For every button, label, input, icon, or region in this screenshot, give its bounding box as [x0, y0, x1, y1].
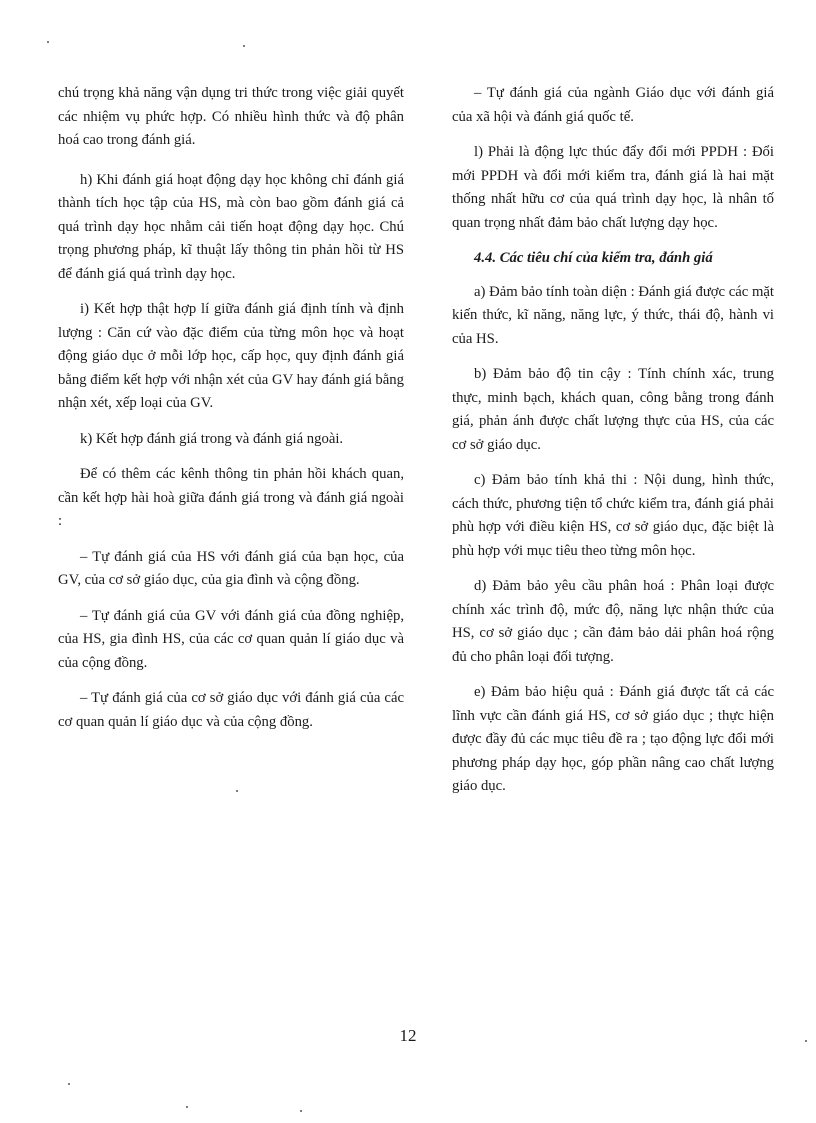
scan-speck — [186, 1106, 188, 1108]
criterion-item: e) Đảm bảo hiệu quả : Đánh giá được tất cả các lĩnh vực cần đánh giá HS, cơ sở giáo dục ; thực hiện được đầy đủ các mục tiêu đề ra ; tạo động lực đổi mới phương pháp dạy học, góp phần nâng cao chất lượng giáo dục. — [452, 684, 774, 794]
scan-speck — [68, 1083, 70, 1085]
paragraph: l) Phải là động lực thúc đẩy đổi mới PPDH : Đổi mới PPDH và đổi mới kiểm tra, đánh giá là hai mặt thống nhất hữu cơ của quá trình dạy học, là nhân tố quan trọng nhất đảm bảo chất lượng dạy học. — [452, 144, 774, 231]
right-column — [452, 82, 774, 811]
scan-speck — [805, 1040, 807, 1042]
criterion-item: b) Đảm bảo độ tin cậy : Tính chính xác, trung thực, minh bạch, khách quan, công bằng trong đánh giá, phản ánh được chất lượng thực của HS, của các cơ sở giáo dục. — [452, 366, 774, 453]
page-number: 12 — [399, 1026, 417, 1045]
criterion-item: c) Đảm bảo tính khả thi : Nội dung, hình thức, cách thức, phương tiện tổ chức kiểm tra, đánh giá phải phù hợp với điều kiện HS, cơ sở giáo dục, đặc biệt là phù hợp với mục tiêu theo từng môn học. — [452, 472, 774, 559]
scan-speck — [243, 45, 245, 47]
list-item: – Tự đánh giá của ngành Giáo dục với đánh giá của xã hội và đánh giá quốc tế. — [452, 85, 774, 125]
scan-speck — [236, 790, 238, 792]
list-item: – Tự đánh giá của cơ sở giáo dục với đánh giá của các cơ quan quản lí giáo dục và của cộng đồng. — [58, 690, 404, 730]
paragraph: Để có thêm các kênh thông tin phản hồi khách quan, cần kết hợp hài hoà giữa đánh giá trong và đánh giá ngoài : — [58, 466, 404, 529]
paragraph: k) Kết hợp đánh giá trong và đánh giá ngoài. — [80, 430, 344, 447]
scan-speck — [47, 41, 49, 43]
criterion-item: a) Đảm bảo tính toàn diện : Đánh giá được các mặt kiến thức, kĩ năng, năng lực, ý thức, thái độ, hành vi của HS. — [452, 283, 774, 347]
left-column — [58, 82, 404, 746]
paragraph: chú trọng khả năng vận dụng tri thức trong việc giải quyết các nhiệm vụ phức hợp. Có nhiều hình thức và độ phân hoá cao trong đánh giá. — [58, 85, 404, 148]
section-heading: 4.4. Các tiêu chí của kiểm tra, đánh giá — [474, 250, 713, 266]
paragraph: h) Khi đánh giá hoạt động dạy học không chỉ đánh giá thành tích học tập của HS, mà còn bao gồm đánh giá cả quá trình dạy học nhằm cải tiến hoạt động dạy học. Chú trọng phương pháp, kĩ thuật lấy thông tin phản hồi từ HS để đánh giá quá trình dạy học. — [58, 171, 404, 282]
scan-speck — [300, 1110, 302, 1112]
paragraph: i) Kết hợp thật hợp lí giữa đánh giá định tính và định lượng : Căn cứ vào đặc điểm của từng môn học và hoạt động giáo dục ở mỗi lớp học, cấp học, quy định đánh giá bằng điểm kết hợp với nhận xét của GV hay đánh giá bằng nhận xét, xếp loại của GV. — [58, 301, 404, 411]
list-item: – Tự đánh giá của HS với đánh giá của bạn học, của GV, của cơ sở giáo dục, của gia đình và cộng đồng. — [58, 548, 404, 588]
list-item: – Tự đánh giá của GV với đánh giá của đồng nghiệp, của HS, gia đình HS, của các cơ quan quản lí giáo dục và của cộng đồng. — [58, 607, 404, 671]
criterion-item: d) Đảm bảo yêu cầu phân hoá : Phân loại được chính xác trình độ, mức độ, năng lực nhận thức của HS, cơ sở giáo dục ; cần đảm bảo dải phân hoá rộng đủ cho phân loại đối tượng. — [452, 578, 774, 665]
